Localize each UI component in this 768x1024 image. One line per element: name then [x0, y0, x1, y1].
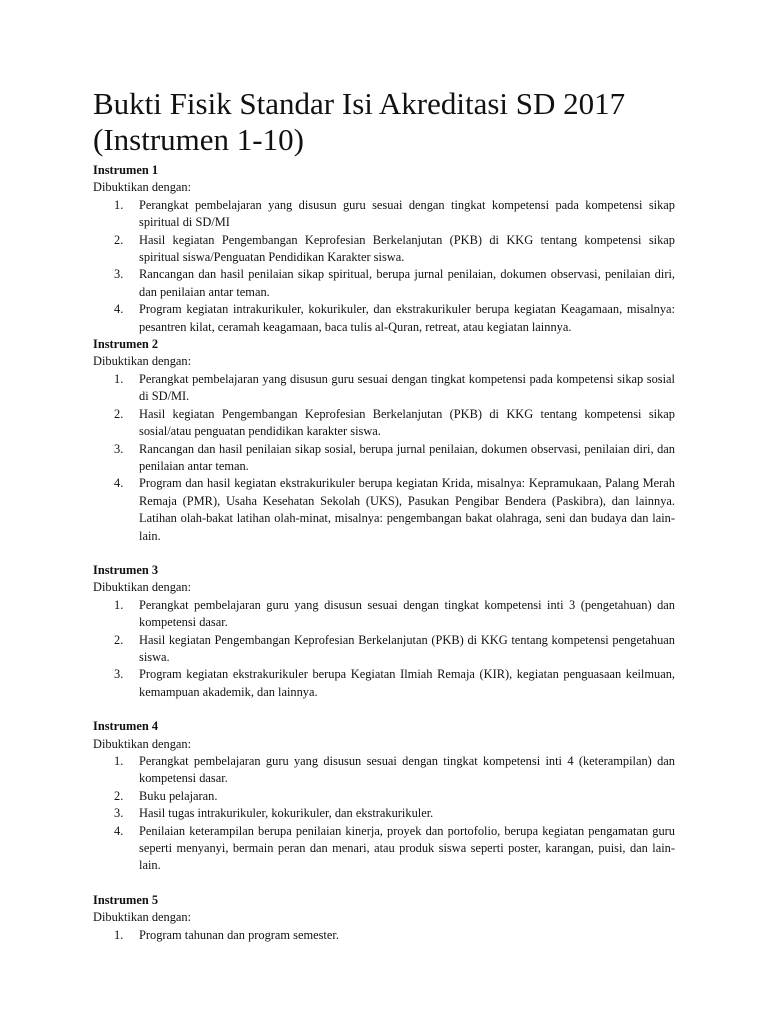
- list-item: [93, 823, 675, 875]
- instrumen-intro: Dibuktikan dengan:: [93, 736, 192, 751]
- list-item: [93, 753, 675, 788]
- instrumen-4-section: [93, 718, 675, 875]
- evidence-list: [93, 597, 675, 701]
- instrumen-5-section: [93, 892, 675, 944]
- instrumen-1-section: [93, 162, 675, 336]
- list-text: Program kegiatan intrakurikuler, kokurikuler, dan ekstrakurikuler berupa kegiatan Keagamaan, misalnya: pesantren kilat, ceramah keagamaan, baca tulis al-Quran, retreat, atau kegiatan lainnya.: [139, 302, 675, 334]
- instrumen-heading: Instrumen 4: [93, 719, 159, 734]
- instrumen-2-section: [93, 336, 675, 545]
- list-item: [93, 597, 675, 632]
- list-text: Perangkat pembelajaran guru yang disusun sesuai dengan tingkat kompetensi inti 3 (pengetahuan) dan kompetensi dasar.: [139, 597, 675, 630]
- instrumen-heading: Instrumen 2: [93, 337, 159, 352]
- list-number: 4.: [114, 302, 124, 317]
- list-number: 4.: [114, 476, 124, 491]
- list-item: [93, 441, 675, 476]
- title-line-1: Bukti Fisik Standar Isi Akreditasi SD 2017: [93, 86, 626, 121]
- list-item: [93, 197, 675, 232]
- list-item: [93, 406, 675, 441]
- list-number: 3.: [114, 667, 124, 682]
- list-item: [93, 927, 675, 944]
- list-text: Rancangan dan hasil penilaian sikap sosial, berupa jurnal penilaian, dokumen observasi, penilaian diri, dan penilaian antar teman.: [139, 441, 675, 473]
- list-number: 1.: [114, 927, 124, 942]
- list-item: [93, 666, 675, 701]
- list-text: Rancangan dan hasil penilaian sikap spiritual, berupa jurnal penilaian, dokumen observasi, penilaian diri, dan penilaian antar teman.: [139, 267, 675, 299]
- list-number: 2.: [114, 788, 124, 803]
- list-number: 1.: [114, 197, 124, 212]
- list-item: [93, 788, 675, 805]
- title-line-2: (Instrumen 1-10): [93, 122, 304, 157]
- list-item: [93, 232, 675, 267]
- list-text: Hasil kegiatan Pengembangan Keprofesian Berkelanjutan (PKB) di KKG tentang kompetensi sikap sosial/atau penguatan pendidikan karakter siswa.: [139, 406, 675, 439]
- list-number: 3.: [114, 267, 124, 282]
- evidence-list: [93, 927, 675, 944]
- list-number: 2.: [114, 406, 124, 421]
- list-text: Program dan hasil kegiatan ekstrakurikuler berupa kegiatan Krida, misalnya: Kepramukaan, Palang Merah Remaja (PMR), Usaha Kesehatan Sekolah (UKS), Pasukan Pengibar Bendera (Paskibra), dan lainnya. Latihan olah-bakat latihan olah-minat, misalnya: pengembangan bakat olahraga, seni dan budaya dan lain-lain.: [139, 476, 675, 543]
- list-item: [93, 266, 675, 301]
- instrumen-heading: Instrumen 5: [93, 892, 159, 907]
- list-text: Perangkat pembelajaran yang disusun guru sesuai dengan tingkat kompetensi pada kompetensi sikap spiritual di SD/MI: [139, 197, 675, 230]
- list-number: 1.: [114, 597, 124, 612]
- list-text: Program tahunan dan program semester.: [139, 927, 339, 942]
- list-number: 3.: [114, 441, 124, 456]
- evidence-list: [93, 197, 675, 336]
- list-text: Perangkat pembelajaran yang disusun guru sesuai dengan tingkat kompetensi pada kompetensi sikap sosial di SD/MI.: [139, 371, 675, 404]
- document-title: [93, 86, 675, 158]
- list-number: 3.: [114, 806, 124, 821]
- list-item: [93, 371, 675, 406]
- instrumen-intro: Dibuktikan dengan:: [93, 180, 192, 195]
- list-number: 1.: [114, 754, 124, 768]
- list-item: [93, 805, 675, 822]
- document-page: [93, 86, 675, 944]
- instrumen-3-section: [93, 562, 675, 701]
- list-text: Hasil kegiatan Pengembangan Keprofesian Berkelanjutan (PKB) di KKG tentang kompetensi sikap spiritual siswa/Penguatan Pendidikan Karakter siswa.: [139, 232, 675, 265]
- list-text: Program kegiatan ekstrakurikuler berupa Kegiatan Ilmiah Remaja (KIR), kegiatan penguasaan keilmuan, kemampuan akademik, dan lainnya.: [139, 667, 675, 699]
- list-text: Hasil kegiatan Pengembangan Keprofesian Berkelanjutan (PKB) di KKG tentang kompetensi pengetahuan siswa.: [139, 632, 675, 664]
- list-item: [93, 475, 675, 545]
- instrumen-intro: Dibuktikan dengan:: [93, 910, 192, 925]
- instrumen-intro: Dibuktikan dengan:: [93, 354, 192, 369]
- list-item: [93, 632, 675, 667]
- evidence-list: [93, 371, 675, 545]
- instrumen-intro: Dibuktikan dengan:: [93, 580, 192, 595]
- list-text: Hasil tugas intrakurikuler, kokurikuler, dan ekstrakurikuler.: [139, 806, 434, 821]
- list-number: 2.: [114, 232, 124, 247]
- list-number: 2.: [114, 632, 124, 647]
- list-text: Penilaian keterampilan berupa penilaian kinerja, proyek dan portofolio, berupa kegiatan pengamatan guru seperti menyanyi, bermain peran dan menari, atau produk siswa seperti poster, karangan, puisi, dan lain-lain.: [139, 823, 675, 873]
- list-text: Perangkat pembelajaran guru yang disusun sesuai dengan tingkat kompetensi inti 4 (keterampilan) dan kompetensi dasar.: [139, 754, 675, 786]
- list-number: 4.: [114, 823, 124, 838]
- list-number: 1.: [114, 371, 124, 386]
- instrumen-heading: Instrumen 1: [93, 163, 159, 177]
- list-text: Buku pelajaran.: [139, 788, 218, 803]
- evidence-list: [93, 753, 675, 875]
- list-item: [93, 301, 675, 336]
- instrumen-heading: Instrumen 3: [93, 562, 159, 577]
